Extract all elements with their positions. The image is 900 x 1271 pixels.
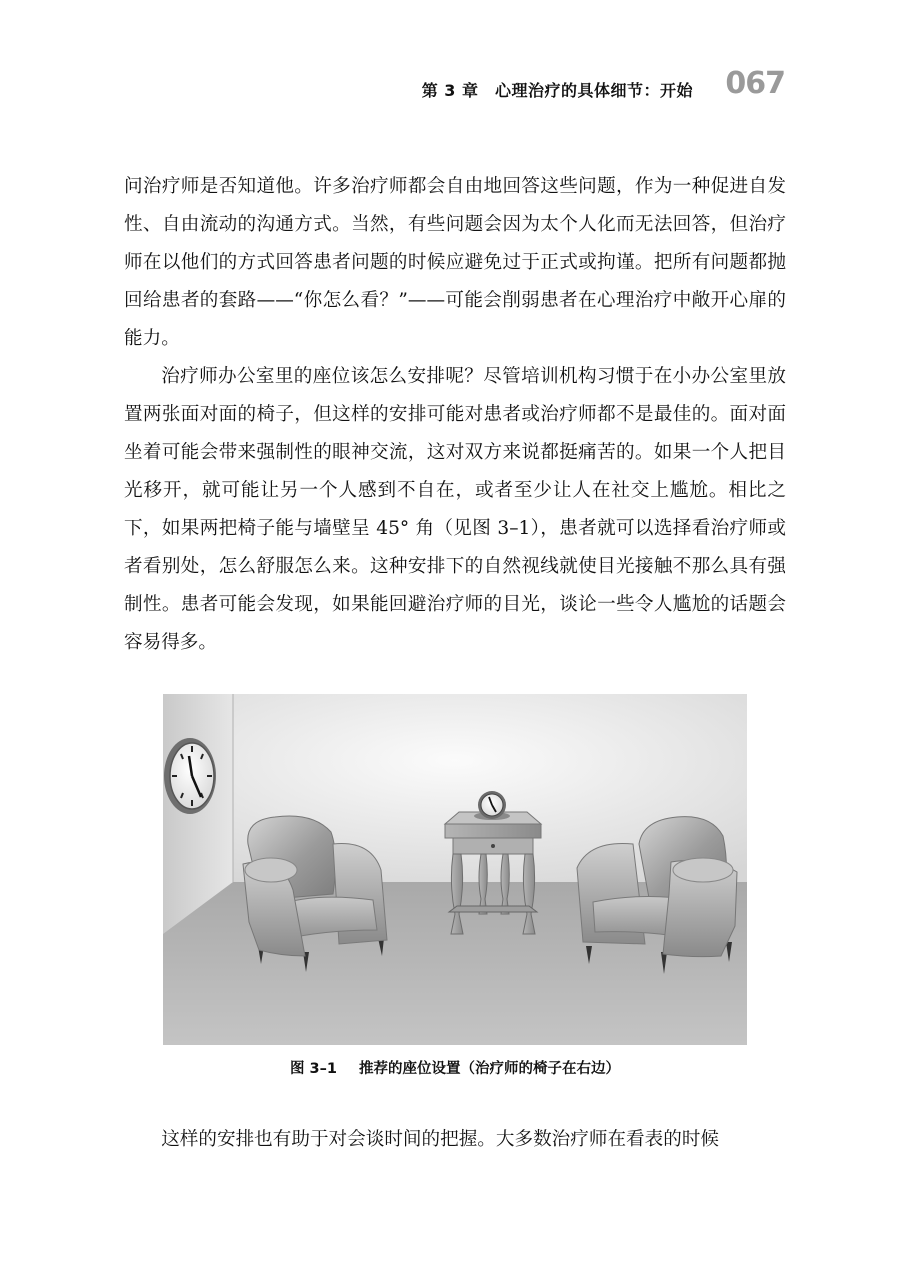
running-header bbox=[120, 66, 785, 106]
figure-caption-text: 推荐的座位设置（治疗师的椅子在右边） bbox=[358, 1061, 620, 1077]
paragraph-seating: 治疗师办公室里的座位该怎么安排呢？尽管培训机构习惯于在小办公室里放置两张面对面的椅子，但这样的安排可能对患者或治疗师都不是最佳的。面对面坐着可能会带来强制性的眼神交流，这对双方来说都挺痛苦的。如果一个人把目光移开，就可能让另一个人感到不自在，或者至少让人在社交上尴尬。相比之下，如果两把椅子能与墙壁呈 45° 角（见图 3–1），患者就可以选择看治疗师或者看别处，怎么舒服怎么来。这种安排下的自然视线就使目光接触不那么具有强制性。患者可能会发现，如果能回避治疗师的目光，谈论一些令人尴尬的话题会容易得多。 bbox=[124, 366, 786, 653]
figure-number: 图 3–1 bbox=[290, 1061, 337, 1077]
figure-caption bbox=[163, 1057, 747, 1078]
figure-seating-illustration bbox=[163, 694, 747, 1045]
chapter-title: 第 3 章 心理治疗的具体细节：开始 bbox=[421, 81, 693, 100]
paragraph-continued: 问治疗师是否知道他。许多治疗师都会自由地回答这些问题，作为一种促进自发性、自由流动的沟通方式。当然，有些问题会因为太个人化而无法回答，但治疗师在以他们的方式回答患者问题的时候应避免过于正式或拘谨。把所有问题都抛回给患者的套路——“你怎么看？”——可能会削弱患者在心理治疗中敞开心扉的能力。 bbox=[124, 176, 786, 349]
body-text bbox=[124, 168, 786, 662]
paragraph-time-management: 这样的安排也有助于对会谈时间的把握。大多数治疗师在看表的时候 bbox=[161, 1129, 720, 1150]
page-number: 067 bbox=[725, 66, 785, 101]
wall-clock-icon bbox=[164, 738, 216, 814]
